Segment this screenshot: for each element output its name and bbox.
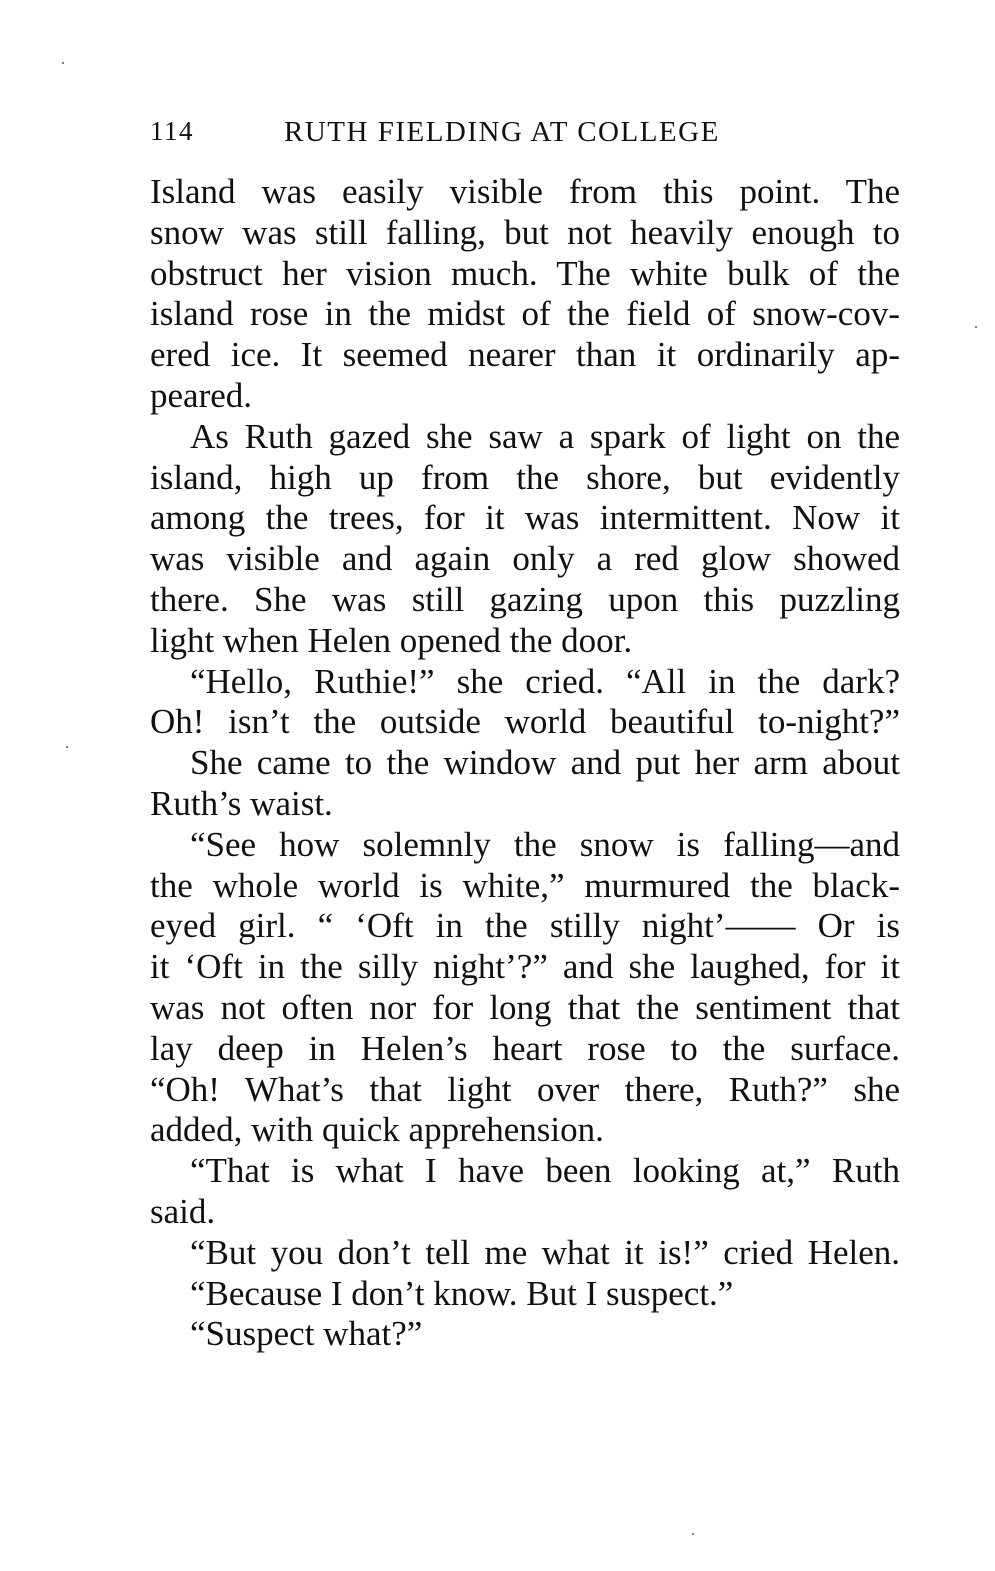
text-line: it ‘Oft in the silly night’?” and she laughed, for it (150, 947, 900, 987)
text-line: “See how solemnly the snow is falling—and (190, 824, 900, 864)
page-number: 114 (150, 116, 194, 146)
text-line: Oh! isn’t the outside world beautiful to-night?” (150, 702, 900, 742)
text-line: “But you don’t tell me what it is!” cried Helen. (190, 1232, 900, 1272)
text-line: among the trees, for it was intermittent. Now it (150, 498, 900, 538)
running-head: RUTH FIELDING AT COLLEGE (284, 116, 720, 148)
text-line: the whole world is white,” murmured the black- (150, 865, 900, 905)
scan-speck (62, 62, 64, 64)
scan-speck (975, 326, 977, 328)
text-line: Ruth’s waist. (150, 783, 333, 823)
text-line: She came to the window and put her arm about (190, 743, 900, 783)
text-line: “Suspect what?” (190, 1314, 423, 1354)
text-line: added, with quick apprehension. (150, 1110, 604, 1150)
text-line: was not often nor for long that the sentiment that (150, 987, 900, 1027)
text-line: snow was still falling, but not heavily enough to (150, 212, 900, 252)
text-line: eyed girl. “ ‘Oft in the stilly night’—— Or is (150, 906, 900, 946)
scan-speck (692, 1533, 694, 1535)
text-line: light when Helen opened the door. (150, 620, 633, 660)
text-line: said. (150, 1191, 216, 1231)
text-line: island rose in the midst of the field of snow-cov- (150, 294, 900, 334)
text-line: “That is what I have been looking at,” Ruth (190, 1151, 900, 1191)
text-line: peared. (150, 375, 253, 415)
text-line: was visible and again only a red glow showed (150, 539, 900, 579)
text-line: “Oh! What’s that light over there, Ruth?” she (150, 1069, 900, 1109)
page-header (150, 116, 900, 156)
text-line: obstruct her vision much. The white bulk of the (150, 253, 900, 293)
text-line: lay deep in Helen’s heart rose to the surface. (150, 1028, 900, 1068)
body-text (150, 172, 900, 1355)
text-line: As Ruth gazed she saw a spark of light on the (190, 416, 900, 456)
text-line: “Because I don’t know. But I suspect.” (190, 1273, 734, 1313)
text-line: ered ice. It seemed nearer than it ordinarily ap- (150, 335, 900, 375)
text-line: island, high up from the shore, but evidently (150, 457, 900, 497)
text-line: “Hello, Ruthie!” she cried. “All in the dark? (190, 661, 900, 701)
text-line: Island was easily visible from this point. The (150, 172, 900, 211)
text-line: there. She was still gazing upon this puzzling (150, 579, 900, 619)
scan-speck (66, 746, 68, 748)
